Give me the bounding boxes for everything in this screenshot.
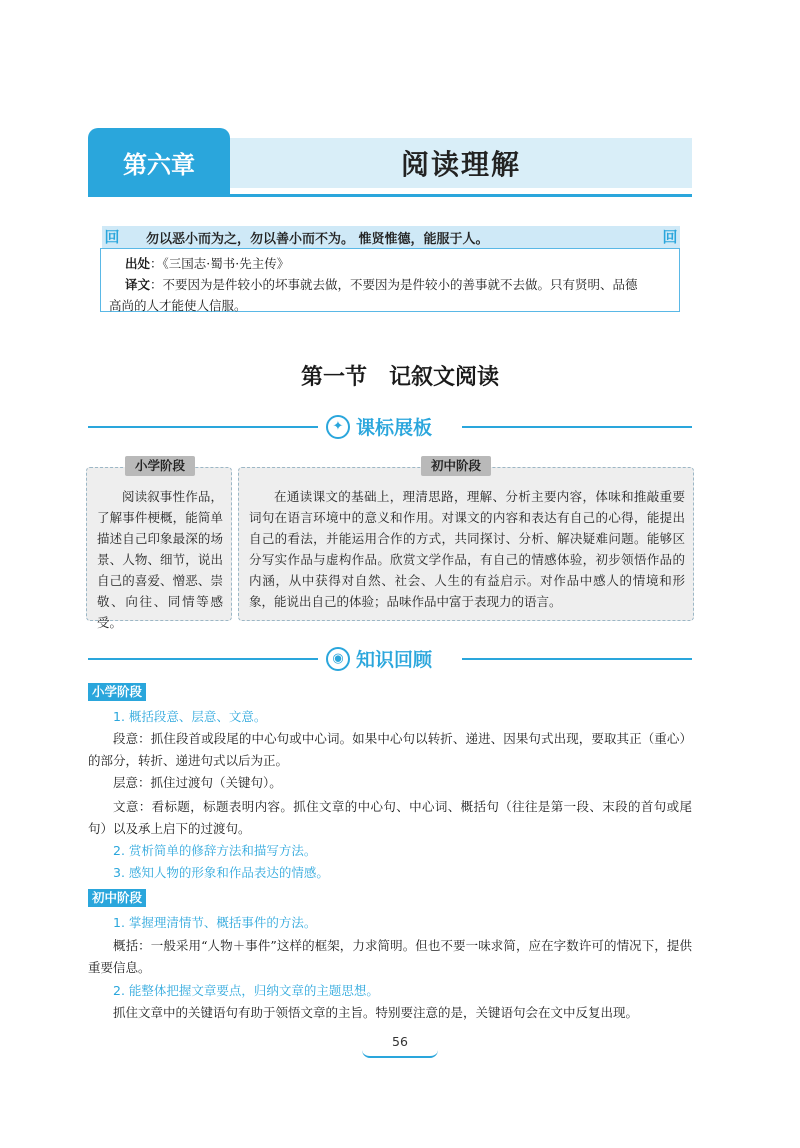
review-point: 2. 能整体把握文章要点，归纳文章的主题思想。 — [113, 983, 379, 998]
chapter-label: 第六章 — [88, 128, 230, 196]
quote-source: 出处：《三国志·蜀书·先主传》 — [125, 256, 290, 271]
primary-stage-text: 阅读叙事性作品，了解事件梗概，能简单描述自己印象最深的场景、人物、细节，说出自己的喜爱、憎恶、崇敬、向往、同情等感受。 — [97, 489, 223, 630]
quote-translation-cont: 高尚的人才能使人信服。 — [109, 298, 247, 313]
page-number: 56 — [392, 1034, 408, 1049]
fret-ornament-icon: 回 — [104, 228, 120, 246]
review-paragraph: 层意：抓住过渡句（关键句）。 — [113, 775, 282, 790]
fret-ornament-icon: 回 — [662, 228, 678, 246]
primary-stage-box — [86, 458, 232, 630]
page-swoosh-icon — [362, 1050, 438, 1058]
review-paragraph: 文意：看标题，标题表明内容。抓住文章的中心句、中心词、概括句（往往是第一段、末段的首句或尾句）以及承上启下的过渡句。 — [88, 799, 692, 836]
quote-header — [102, 226, 680, 248]
quote-translation: 译文：不要因为是件较小的坏事就去做，不要因为是件较小的善事就不去做。只有贤明、品德 — [125, 277, 638, 292]
primary-stage-tag: 小学阶段 — [88, 683, 146, 701]
review-divider — [88, 645, 692, 673]
review-paragraph: 段意：抓住段首或段尾的中心句或中心词。如果中心句以转折、递进、因果句式出现，要取其正（重心）的部分，转折、递进句式以后为正。 — [88, 731, 692, 768]
junior-stage-tag: 初中阶段 — [88, 889, 146, 907]
review-paragraph: 抓住文章中的关键语句有助于领悟文章的主旨。特别要注意的是，关键语句会在文中反复出现。 — [113, 1005, 639, 1020]
primary-stage-label: 小学阶段 — [125, 456, 195, 476]
review-paragraph: 概括：一般采用“人物＋事件”这样的框架，力求简明。但也不要一味求简，应在字数许可的情况下，提供重要信息。 — [88, 938, 692, 975]
compass-icon: ✦ — [326, 415, 350, 439]
quote-box — [100, 248, 680, 312]
quote-text: 勿以恶小而为之，勿以善小而不为。 惟贤惟德，能服于人。 — [146, 231, 489, 247]
curriculum-heading: 课标展板 — [356, 417, 433, 439]
review-point: 1. 掌握理清情节、概括事件的方法。 — [113, 915, 317, 930]
review-point: 1. 概括段意、层意、文意。 — [113, 709, 267, 724]
owl-icon: ◉ — [326, 647, 350, 671]
chapter-divider — [88, 194, 692, 197]
section-title: 第一节 记叙文阅读 — [300, 365, 499, 390]
junior-stage-label: 初中阶段 — [421, 456, 491, 476]
review-point: 2. 赏析简单的修辞方法和描写方法。 — [113, 843, 317, 858]
junior-stage-text: 在通读课文的基础上，理清思路，理解、分析主要内容，体味和推敲重要词句在语言环境中的意义和作用。对课文的内容和表达有自己的心得，能提出自己的看法，并能运用合作的方式，共同探讨、分析、解决疑难问题。能够区分写实作品与虚构作品。欣赏文学作品，有自己的情感体验，初步领悟作品的内涵，从中获得对自然、社会、人生的有益启示。对作品中感人的情境和形象，能说出自己的体验；品味作品中富于表现力的语言。 — [249, 489, 685, 609]
curriculum-divider — [88, 413, 692, 441]
chapter-title: 阅读理解 — [230, 138, 692, 188]
junior-stage-box — [238, 458, 694, 621]
review-heading: 知识回顾 — [356, 649, 433, 671]
review-point: 3. 感知人物的形象和作品表达的情感。 — [113, 865, 329, 880]
